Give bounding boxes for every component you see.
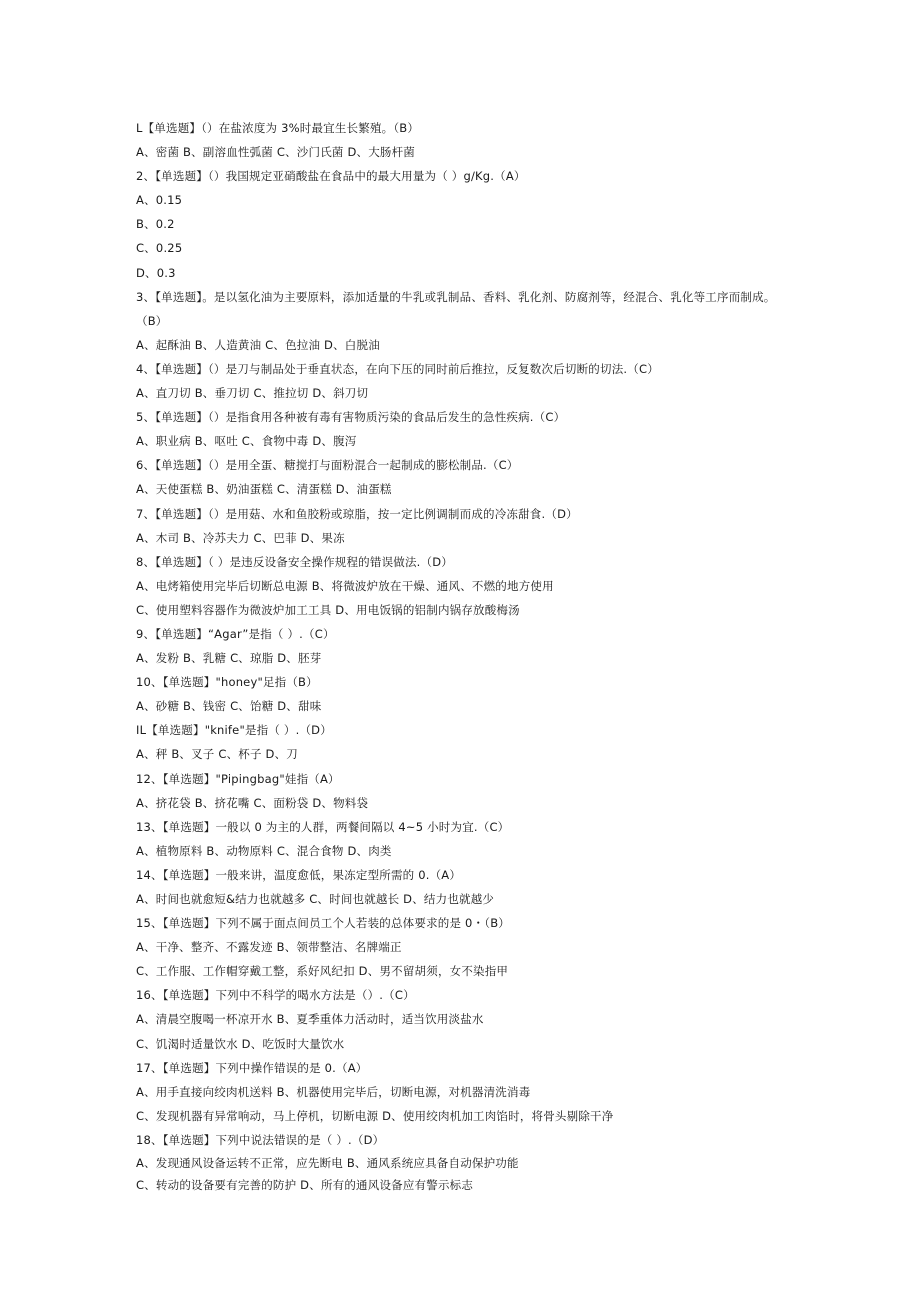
question-9-options: A、发粉 B、乳糖 C、琼脂 D、胚芽 [136, 651, 322, 666]
question-7: 7、【单选题】（）是用菇、水和鱼胶粉或琼脂，按一定比例调制而成的冷冻甜食.（D） [136, 506, 578, 521]
question-2: 2、【单选题】（）我国规定亚硝酸盐在食品中的最大用量为（ ）g∕Kg.（A） [136, 169, 526, 184]
question-13-options: A、植物原料 B、动物原料 C、混合食物 D、肉类 [136, 843, 392, 858]
question-11-options: A、秤 B、叉子 C、杯子 D、刀 [136, 747, 299, 762]
question-18-options-cd: C、转动的设备要有完善的防护 D、所有的通风设备应有警示标志 [136, 1178, 474, 1193]
question-8-options-ab: A、电烤箱使用完毕后切断总电源 B、将微波炉放在干燥、通风、不燃的地方使用 [136, 578, 554, 593]
question-17-options-ab: A、用手直接向绞肉机送料 B、机器使用完毕后，切断电源，对机器清洗消毒 [136, 1084, 531, 1099]
question-3-options: A、起酥油 B、人造黄油 C、色拉油 D、白脱油 [136, 337, 380, 352]
question-2-option-a: A、0.15 [136, 193, 183, 208]
question-8-options-cd: C、使用塑料容器作为微波炉加工工具 D、用电饭锅的铝制内锅存放酸梅汤 [136, 602, 520, 617]
question-10: 10、【单选题】"honey"足指（B） [136, 675, 318, 690]
question-11: IL【单选题】"knife"是指（ ）.（D） [136, 723, 332, 738]
question-18: 18、【单选题】下列中说法错误的是（ ）.（D） [136, 1132, 385, 1147]
question-9: 9、【单选题】“Agar”是指（ ）.（C） [136, 626, 335, 641]
question-15-options-cd: C、工作服、工作帽穿戴工整，系好风纪扣 D、男不留胡须，女不染指甲 [136, 964, 509, 979]
question-3-answer: （B） [136, 313, 168, 328]
question-14: 14、【单选题】一般来讲，温度愈低，果冻定型所需的 0.（A） [136, 867, 462, 882]
question-2-option-d: D、0.3 [136, 265, 176, 280]
question-16-options-ab: A、清晨空腹喝一杯凉开水 B、夏季重体力活动时，适当饮用淡盐水 [136, 1012, 484, 1027]
question-8: 8、【单选题】（ ）是违反设备安全操作规程的错误做法.（D） [136, 554, 453, 569]
question-2-option-c: C、0.25 [136, 241, 183, 256]
question-17: 17、【单选题】下列中操作错误的是 0.（A） [136, 1060, 368, 1075]
question-1: L【单选题】（）在盐浓度为 3%时最宜生长繁殖。（B） [136, 121, 420, 135]
question-15: 15、【单选题】下列不属于面点间员工个人若装的总体要求的是 0・（B） [136, 916, 510, 931]
question-12: 12、【单选题】"Pipingbag"娃指（A） [136, 771, 340, 786]
question-5: 5、【单选题】（）是指食用各种被有毒有害物质污染的食品后发生的急性疾病.（C） [136, 410, 566, 425]
question-list [136, 116, 786, 1196]
question-4: 4、【单选题】（）是刀与制品处于垂直状态，在向下压的同时前后推拉，反复数次后切断的切法.（C） [136, 361, 659, 376]
question-7-options: A、木司 B、冷苏夫力 C、巴菲 D、果冻 [136, 530, 345, 545]
question-6-options: A、天使蛋糕 B、奶油蛋糕 C、清蛋糕 D、油蛋糕 [136, 482, 392, 497]
question-14-options: A、时间也就愈短&结力也就越多 C、时间也就越长 D、结力也就越少 [136, 892, 495, 906]
question-17-options-cd: C、发现机器有异常响动，马上停机，切断电源 D、使用绞肉机加工肉馅时，将骨头剔除干净 [136, 1108, 614, 1123]
question-6: 6、【单选题】（）是用全蛋、糖搅打与面粉混合一起制成的膨松制品.（C） [136, 458, 519, 473]
question-15-options-ab: A、干净、整齐、不露发迹 B、领带整洁、名牌端正 [136, 940, 402, 955]
question-16: 16、【单选题】下列中不科学的喝水方法是（）.（C） [136, 988, 415, 1003]
question-12-options: A、挤花袋 B、挤花嘴 C、面粉袋 D、物料袋 [136, 795, 369, 810]
question-4-options: A、直刀切 B、垂刀切 C、推拉切 D、斜刀切 [136, 386, 369, 401]
question-18-options-ab: A、发现通风设备运转不正常，应先断电 B、通风系统应具备自动保护功能 [136, 1156, 519, 1171]
question-10-options: A、砂糖 B、钱密 C、饴糖 D、甜味 [136, 699, 322, 714]
question-2-option-b: B、0.2 [136, 217, 175, 232]
question-16-options-cd: C、饥渴时适量饮水 D、吃饭时大量饮水 [136, 1036, 345, 1051]
question-13: 13、【单选题】一般以 0 为主的人群，两餐间隔以 4~5 小时为宜.（C） [136, 819, 510, 834]
question-5-options: A、职业病 B、呕吐 C、食物中毒 D、腹泻 [136, 434, 357, 449]
question-3: 3、【单选题】。是以氢化油为主要原料，添加适量的牛乳或乳制品、香料、乳化剂、防腐剂等，经混合、乳化等工序而制成。 [136, 289, 776, 304]
question-1-options: A、密菌 B、副溶血性弧菌 C、沙门氏菌 D、大肠杆菌 [136, 145, 416, 160]
